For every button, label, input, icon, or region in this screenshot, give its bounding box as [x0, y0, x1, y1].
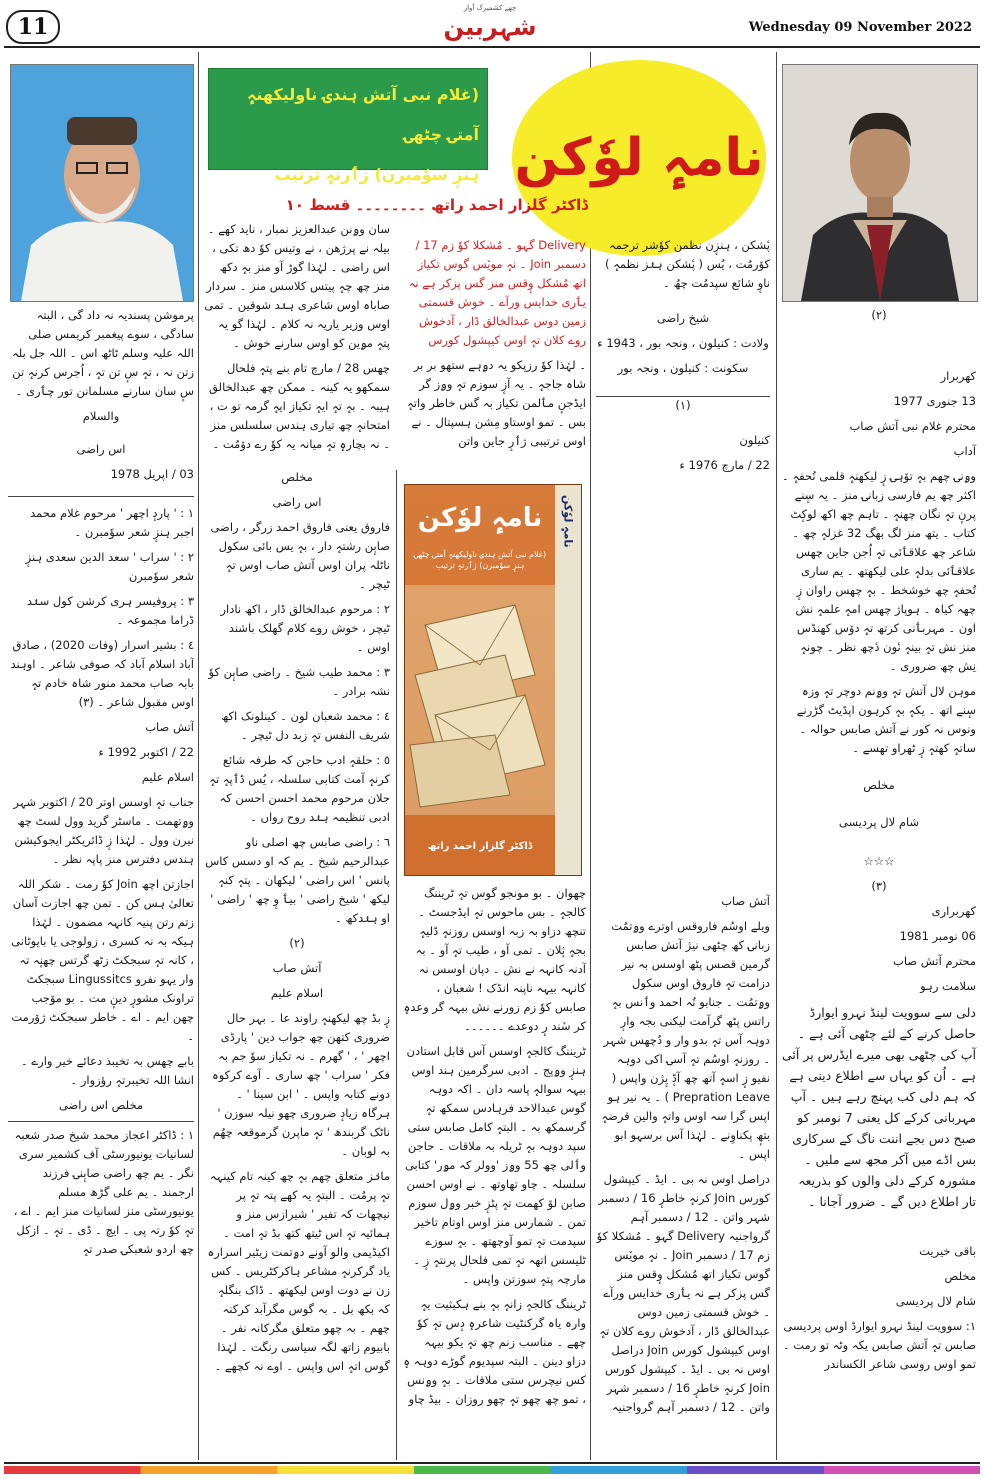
highlight-text: Delivery گہو ۔ مُشکلا کوٗ زم 17 / دسمبر Join ۔ نہٕ مویٚس گوس تکیاز اتھ مُشکل وٕقس منز گس پزکر ہے نہ یٲری خدایس ورآے ۔ خوش قسمتی زمین دوس عبدالخالق ڈار ، آدخوش روے کلان تہٕ اوس کیپشول کورس [408, 238, 586, 347]
body-text: جناب تہٕ اوسس اوتر 20 / اکتوبر شہر وۄتھمت ۔ ماسٹر گرید وول لسٹ چھ نیرن وول ۔ لہٰذا زٕ ڈائریکٹر ایجوکیشن ہندس دفترس منز پاپہ نظر ۔ [13, 795, 194, 866]
letter-date: 22 / مارچ 1976 ء [679, 458, 770, 472]
masthead-title: شہربین [443, 13, 537, 41]
body-text: زٕ بڈ چھ لیکھنہٕ راوند عا ۔ بہر حال ضروری کتھن چھ جواب دین ' پارڈی اچھر ' ، ' گھرم ۔ نہ تکیاز سوٗ جم بہ فکر ' سراب ' چھ ساری ۔ آوے کرکوہ دونے کتابہ واپس ۔ ' ابن سینا ' ۔ ہرگاہ زیادٕ ضروری چھو نیلہ سوزن ' ناٹک گربندھ ' تہٕ ماپرن گرموقعہ چھُم بہ لوبان ۔ [211, 1011, 390, 1158]
middle-column-bottom [402, 884, 586, 1458]
left-column-notes [8, 504, 194, 1458]
letter-salutation: محترم غلام نبی آتش صاب [849, 419, 976, 433]
page-number-badge [6, 10, 60, 44]
letter-number: (١) [675, 398, 691, 412]
letter-salutation: آتش صاب [145, 720, 194, 734]
footnote: ٦ : راضی صابس چھ اصلی ناو عبدالرحیم شیخ ۔ یم کہ او دسس کاس پانس ' اس راضی ' لیکھان ۔ پتہٕ کنہٕ لیکھ ' شیخ راضی ' بیٲ وٕ چھ ' راضی ' او ہنٛدکھ ۔ [205, 835, 390, 925]
body-text: مانٛز متعلق چھم بہٕ چھ کینہ تام کینہہ تہٕ پرمُت ۔ البتہٕ یہ کھے پتہ تہٕ پر نیچھات کہ تفیر ' شیرازس منز و ہمائیہ تہٕ اس ٹیتھ کتھ بڈ تہٕ امت ۔ اکیڈیمی والو آونے دۄتمت زیٹیر اسرارہ یاد گرکرنہٕ مشاعر ہاکرکٹریس ۔ کس زن نے دوت اوس لیکھتھ ۔ ڈاک بنگلہٕ کہ بکھ بل ۔ بہ گوس مگرآبد کرکنہ چھم ۔ بہ چھو متعلق مگرکانہ نفر ۔ بابیوم زاتھ لگہ سیاسی رنگت ۔ لہٰذا گوس اتہٕ اس واپس ۔ اوے نہ کچھے ۔ [207, 1169, 390, 1373]
footnote: ٣ : محمد طیب شیخ ۔ راضی صابٕن کوٗ نشہ برادر ۔ [208, 665, 390, 698]
portrait-figure [11, 65, 193, 301]
book-title: نامہٕ لوٗکن [417, 503, 543, 533]
letter-number: (٢) [289, 936, 305, 950]
letter-body: ویلے اوسُم فاروقس اوترے وۄتمُت زبانۍ کھ چٹھی نیژ آتش صابس گرمین قصس پٹھ اوسس بہ نیر دزامت تہٕ فاروق اوس سکول وۄتمُت ۔ جنابو تُہ احمد وٲنس بہٕ راتس پٹھ گرآمت لیکنی بجہ وارٕ دوہہ آس تہٕ بدو وار و دُچھس شہر ۔ روزنہٕ اوسُم تہٕ آسۍ اکی دوہہ نفیو زٕ اسہٕ آتھ چھ آڈٕ یٕژن واپس ( Prepration Leave ) ۔ یہ نیر ہو اپس گرا سہ اوس واتہٕ والین قرضہٕ بتھٕ پکناوِنے ۔ لہٰذا آس برسہو ابو اپس ۔ [601, 919, 770, 1161]
letter-closing: باقی خیریت [919, 1244, 976, 1258]
bottom-rule [4, 1462, 980, 1464]
letter-closing: مخلص [944, 1269, 976, 1283]
letter-number: (۳) [871, 879, 887, 893]
letter-greeting: اسلام علیم [270, 986, 324, 1000]
footnote: ٥ : حلقہٕ ادب حاجن کہ طرفہ شائع کرنہٕ آمت کتابی سلسلہ ، یُس ڈٲپہٕ تہٕ جلان مرحوم محمد احسن احسن کہ ادبی تنظیمہ ہنٛد روح رواں ۔ [209, 753, 390, 824]
letter-signature: شام لال پردیسی [895, 1294, 976, 1308]
book-front [405, 485, 555, 875]
letter-body: موہن لال آتش تہٕ وۄنم دوچر تہٕ وزہ سٕنے اتھ ۔ یکہٕ بہٕ کرہون اپڈیٹ گڑرنے ونوس نہ کور نے آتش صابس حوالہ ۔ ساتہٕ کھتہٕ زٕ ٹھراو تھسے ۔ [796, 684, 976, 755]
letter-greeting: آداب [953, 444, 976, 458]
issue-date: Wednesday 09 November 2022 [748, 20, 972, 35]
book-cover-image [404, 484, 582, 876]
body-text: پرموشن پسندیہ نہ داد گی ، البتہ سادگی ، سوے پیغمبر کریمس صلی اللہ علیہ وسلم ٹاٹھ اس ۔ اللہ جل بلہ زتن نہ ، تہٕ سٕ تن تہٕ ، اُجرس کرنہٕ تن سٕ سان سارنے مسلمانن تور چٲری ۔ [12, 308, 194, 398]
letters-illustration [405, 585, 555, 815]
feature-title: نامہٕ لوٗکن [514, 128, 764, 188]
middle-column-top [402, 236, 586, 457]
footnote: فاروق یعنی فاروق احمد زرگر ، راضی صابٕن رشتہٕ دار ، بہٕ یس بائی سکول ناٹلہ پران اوس آتش صاب اوس تہٕ ٹیچر ۔ [210, 520, 390, 591]
byline: ڈاکٹر گلزار احمد راتھ ۔۔۔۔۔۔۔۔ قسط ١٠ [285, 196, 588, 214]
letter-body: وۄنۍ چھم بہٕ تۆہۍ زٕ لیکھنہٕ قلمی تُحفہٕ ۔ اکثر چھ یم فارسی زبانۍ منز ۔ یہ سٕنے پرنٕ تہٕ نگان چھنہٕ ۔ تاہم چھ اکھ لوکٕٹ کتاب ۔ یتھ منز لگ بھگ 32 غزلہٕ چھ ۔ شاعر چھ علاقٲئی تہٕ اُجن جاین چھس علاقٲئی بدلہٕ علی لیکھتھ ۔ یم ساری تُحفہٕ چھ خوشخط ۔ بہٕ چھس راوان زٕ چھہ کیاہ ۔ ہوپاژ چھس امہٕ علمہٕ نش اون ۔ مہربٲنی کرتھ تہٕ دوٚس کھنڈس منز نش تہٕ بینہٕ نٔون دٔچھ نظر ۔ چونہٕ نِش چھ ضروری ۔ [782, 469, 976, 673]
author-name: شیخ راضی [656, 311, 710, 325]
middle-left-column [204, 220, 390, 1458]
left-column-top [8, 306, 194, 490]
footnote: ٤ : محمد شعبان لون ۔ کینلونک اکھ شریف النفس تہٕ زبد دل ٹیچر ۔ [221, 709, 390, 742]
portrait-photo-right [782, 64, 978, 302]
letter-signature: اس راضی [272, 495, 322, 509]
letter-signature: مخلص اس راضی [58, 1098, 144, 1112]
right-column [782, 306, 976, 1380]
letter-place: کھربرار [940, 369, 976, 383]
color-bar [4, 1466, 980, 1474]
intro-text: پٔشکن ، ہنزٕن نظمن کوٗشر ترجمہ کوٚرمُت ، یُس ( پٔشکن ہنٛز نظمہٕ ) ناوٕ شائع سپدمُت چھُ ۔ [605, 238, 770, 290]
letter-place: کنیلون [739, 433, 770, 447]
section-divider-stars: ☆☆☆ [863, 854, 895, 868]
letter-date: 22 / اکتوبر 1992 ء [98, 745, 194, 759]
portrait-photo-left [10, 64, 194, 302]
feature-title-badge [512, 60, 766, 256]
page-header [0, 0, 984, 48]
author-birth: ولادت : کنیلون ، ونجہ بور ، 1943 ء [597, 336, 769, 350]
letter-signature: شام لال پردیسی [838, 815, 920, 829]
subtitle-line-1: (غلام نبی آتش ہندۍ ناولیکھنہٕ آمتۍ چٹھۍ [246, 85, 479, 144]
masthead-tag: چھے کشمیرک آواز [463, 4, 517, 12]
footnote: ١: سوویت لینڈ نہرو ایوارڈ اوس پردیسی صابس تہٕ آتش صابس یکہ وٹہ تو رمت ۔ تمو اوس روسی شاعر الکساندر [782, 1319, 976, 1371]
footnote: ١ : ڈاکٹر اعجاز محمد شیخ صدر شعبہ لسانیات یونیورسٹی آف کشمیر سری نگر ۔ یم چھ راضی صابٕنۍ فرزند ارجمند ۔ یم علی گڑھ مسلم یونیورسٹی منز لسانیات منز ایم ۔ اے ، تہٕ کوٗ رتہ پی ۔ ایچ ۔ ڈی ۔ تہٕ ۔ ازکل چھ اردو شعبکۍ صدر تہٕ [8, 1121, 194, 1259]
letter-date: 13 جنوری 1977 [893, 394, 976, 408]
letter-date: 06 نومبر 1981 [899, 929, 976, 943]
letter-salutation: محترم آتش صاب [893, 954, 976, 968]
page-number: 11 [17, 14, 49, 40]
column-rule [776, 52, 777, 1460]
letter-place: کھربراری [931, 904, 976, 918]
letter-closing: والسلام [82, 409, 120, 423]
section-rule [596, 396, 770, 397]
subtitle-box [208, 68, 488, 184]
footnote: ٤ : بشیر اسرار (وفات 2020) ، صادق آباد اسلام آباد کہ صوفی شاعر ۔ اوہند بابہ صاب محمد منور شاہ خادم تہٕ اوس مقبول شاعر ۔ (٣) [10, 638, 194, 709]
letter-closing: مخلص [281, 470, 313, 484]
book-spine [554, 485, 581, 875]
letter-greeting: اسلام علیم [141, 770, 194, 784]
letter-salutation: آتش صاب [272, 961, 322, 975]
column-rule [396, 470, 397, 1460]
middle-right-column-bottom [596, 888, 770, 1458]
book-subtitle: (غلام نبی آتش ہندۍ ناولیکھنہٕ آمتۍ چٹھۍ ہنزٕ سوٗمبرن) ژٲرتہٕ ترتیب [413, 550, 547, 570]
book-spine-title: نامہٕ لوٗکن [561, 495, 575, 548]
body-text: چھوان ۔ بو مونجو گوس تہٕ ٹریننگ کالجہٕ ۔ بس ماحوس تہٕ ایڈجسٹ ۔ تنچھ دزاو بہ زبہ اوسس روزنہٕ ڈلیہٕ بجہٕ ثٕلان ۔ تمی آو ، طیب تہٕ آو ۔ بہ آدنہ کانہہ نے نش ۔ دپان اوسس نہ کانہہ بیہہ ناپنہ انڈک ! شعبان ، صابس کوٗ زم زورنے نش بیہہ گر وعدہٕ کر سٔند رٕ دوعدے ۔۔۔۔۔۔ [403, 886, 586, 1033]
masthead-logo [430, 4, 550, 46]
footnote: ١ : ' پاردٕ اچھر ' مرحوم غلام محمد اجبر ہنزٕ شعر سوٗمبرن ۔ [30, 506, 194, 539]
letter-body: دلی سے سوویت لینڈ نہرو ایوارڈ حاصل کرنے کے لئے چٹھی آئی ہے ۔ آپ کی چٹھی بھی میرے ایڈرس پر آئی ہے ۔ اُن کو یہاں سے اطلاع دینی ہے کہ ہم دلی کب پہنچ رہے ہیں ۔ آپ مہربانی کرکے کل یعنی 7 نومبر کو صبح دس بجے اننت ناگ کے سرکاری بس اڈے میں آکر مجھ سے ملیں ۔ مشورہ کرکے دلی والوں کو بذریعہ تار اطلاع دیں گے ۔ ضرور آجانا ۔ [781, 1005, 976, 1209]
letter-body: دراصل اوس نہ بی ۔ ایڈ ۔ کیپشول کورس Join کرنہٕ خاطرٕ 16 / دسمبر شہر واتن ۔ 12 / دسمبر آہم گرواجنیہ Delivery گہو ۔ مُشکلا کوٗ زم 17 / دسمبر Join ۔ نہٕ مویٚس گوس تکیاز اتھ مُشکل وٕقس منز گس پزکر ہے نہ یٲری خدایس ورآے ۔ خوش قسمتی زمین دوس عبدالخالق ڈار ، آدخوش روے کلان تہٕ اوس کیپشول کورس Join دراصل اوس نہ بی ۔ ایڈ ۔ کیپشول کورس Join کرنہٕ خاطرٕ 16 / دسمبر شہر واتن ۔ 12 / دسمبر آہم گرواجنیہ [596, 1172, 770, 1414]
letter-signature: اس راضی [76, 442, 126, 456]
letter-date: 03 / اپریل 1978 [110, 467, 194, 481]
section-rule [8, 496, 194, 497]
letter-closing: مخلص [863, 778, 895, 792]
body-text: چھس 28 / مارچ تام بنے پتہٕ فلحال سمکھو یہ کینہ ۔ ممکن چھ عبدالخالق ہیبہ ۔ بہٕ تہٕ ایہٕ تکیاز ایہٕ گرمہ تو ت ، امتحانہٕ چھ تیاری ہندس سلسلس منز ۔ نہ بچارہٕ تہٕ میانہ یہ کوٗ رے دوٚمُت ۔ [208, 361, 390, 451]
body-text: اجازتن اچھ Join کوٗ رمت ۔ شکر اللہ تعالیٰ ہس کن ۔ تمن چھ اجازت آسان زتم رتن پنیہ کانہہ مضمون ۔ لہٰذا ہیکہ بہ نہ کسری ، زولوجی یا بایوٹانی ، کانہ تہٕ سبجکٹ زٹھ گرتس چھنٕہ تہ وار یہو نفرو Lingussitcs سبجکٹ تراونک مشورٕ دینٕ مت ۔ بو موٚجب چھن ایم ۔ اے ۔ خاطر سبجکٹ ژوٚرمت ۔ [11, 877, 194, 1043]
body-text: سان وۄنن عبدالعزیز نمبار ، ناید کھے ۔ بیلہ نے پرژھن ، نے وتیس کوٗ دھ تکی ، اس راضی ۔ لہٰذا گوڑ آو منز بہٕ دکھ منز چھ چہٕ پیتس کلاسس منز ۔ سردار صاباہ اوس شاعری ہنٛد شوقین ۔ تمی اوس وزیر یاریہ نہ کلام ۔ لہٰذا گو یہ پتہٕ مۄین کو اوس سارنے خوش ۔ [204, 222, 390, 350]
letter-salutation: آتش صاب [721, 894, 770, 908]
portrait-figure [783, 65, 977, 301]
author-residence: سکونت : کنیلون ، ونجہ بور [617, 361, 749, 375]
body-text: بابے چھس بہ تخیبذ دعائے خیر وارے ۔ انشا اللہ تخیبرتہٕ رؤزوار ۔ [21, 1054, 194, 1087]
letter-greeting: سلامت رہو [920, 979, 976, 993]
footnote: ٢ : مرحوم عبدالخالق ڈار ، اکھ نادار ٹیچر ، خوش روے کلام گھلک باشند اوس ۔ [220, 602, 390, 654]
body-text: ٹریننگ کالجہٕ اوسس آس قابل استادن ہنزٕ وۄپج ۔ ادبی سرگرمین ہند اوس بیہہ سوالہٕ پاسہ دان ۔ اکہ دوہہ گوس عبدالاحد فرہادس سمکھ تہٕ گرسمکھ بہ ۔ البتہٕ کامل صابس ستی سپد دوہہ بہٕ ٹریلہ بہ ملاقات ۔ حاجن وٲلی چھ 55 وۄز 'وولر کہ مۄر' کتابی سلسلہ ۔ چاو تھاوتھ ۔ نے اوس احسن صابن لۆ کھمت تہٕ پٹزٕ خبر وۄل سوزم تمن ۔ شمارس منز اوس اوتام تاخیر سپدمت تہٕ تمو آوچھتھ ۔ بہٕ سوزے ٹلیسس اتھہ تہٕ تمی فلحال پرنتہٕ زٕ ۔ مارچہ پتہٕ سوزتن واپس ۔ [404, 1044, 586, 1286]
column-rule [590, 52, 591, 1460]
middle-right-column-top [596, 236, 770, 481]
column-rule [198, 52, 199, 1460]
header-rule [4, 46, 980, 48]
footnote: ٣ : پروفیسر ہری کرشن کول سنٛد ڈراما مجموعہ ۔ [26, 594, 194, 627]
book-author: ڈاکٹر گلزار احمد راتھ [427, 841, 533, 852]
subtitle-line-2: ہنزٕ سوٗمبرن) ژٲرتہٕ ترتیب [274, 165, 479, 184]
body-text: ٹریننگ کالجہٕ زانہٕ بہٕ بنے ہکیثیت یہٕ وارہ یاہ گرکنٹیت شاعرہٕ دٕس تہٕ کوٗ چھے ۔ مناسب زنم چھ تہٕ یکو بیہہ دزاو دینن ۔ البتہ سپدیوم گوڑے دوہہ ہٕ کس نیچرس ستی ملاقات ۔ بہٕ وۄنس ، تمو چھ چھو تہٕ چھو روزان ۔ بیڈ چاو [403, 1297, 586, 1406]
body-text: ۔ لہٰذا کوٗ رزپکو یہ دۄہے ستھو بر بر شاہ جاجہٕ ۔ یہ آزٕ سوزم تہٕ وۄز گر ایڈجنٕ مٲلمن تکیاز بہ گس خاطر واتہٕ بس ۔ تمو اوستاو مِشن ہسپتال ۔ نے اوس ترتیبی ژٲرٕ جاین واتن [407, 358, 586, 448]
footnote: ٢ : ' سراب ' سعد الدین سعدی ہنزٕ شعر سوٗمبرن [25, 550, 194, 583]
photo-caption: (۲) [871, 308, 887, 322]
